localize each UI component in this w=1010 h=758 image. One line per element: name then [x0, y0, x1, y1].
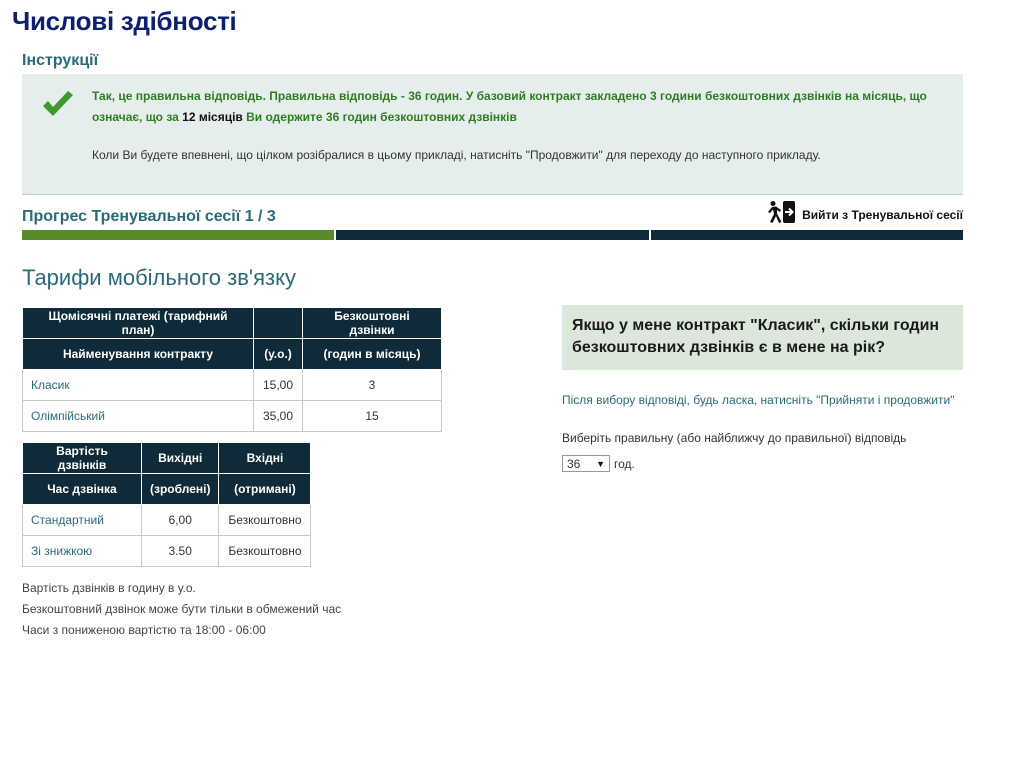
answer-selected-value: 36 [567, 456, 581, 471]
call-time-cell: Зі знижкою [23, 536, 142, 567]
table-cell: Безкоштовно [219, 536, 311, 567]
answer-row [562, 455, 635, 472]
exit-running-icon [766, 200, 796, 229]
feedback-text: Так, це правильна відповідь. Правильна відповідь - 36 годин. У базовий контракт закладено 3 години безкоштовних дзвінків на місяць, що означає, що за 12 місяців Ви одержите 36 годин безкоштовних дзвінків [92, 89, 927, 124]
calls-table [22, 442, 311, 567]
note-line: Часи з пониженою вартістю та 18:00 - 06:00 [22, 623, 266, 637]
table-header-row [23, 308, 442, 339]
table-header-row [23, 474, 311, 505]
table-header-cell: (отримані) [219, 474, 311, 505]
table-row [23, 370, 442, 401]
table-header-cell: Вихідні [142, 443, 219, 474]
progress-bar [22, 230, 963, 240]
table-cell: 15,00 [254, 370, 303, 401]
answer-select[interactable] [562, 455, 610, 472]
table-header-cell: (у.о.) [254, 339, 303, 370]
continue-note: Коли Ви будете впевнені, що цілком розібралися в цьому прикладі, натисніть "Продовжити" для переходу до наступного прикладу. [92, 148, 821, 162]
table-header-cell: Найменування контракту [23, 339, 254, 370]
table-row [23, 401, 442, 432]
months-highlight: 12 місяців [182, 110, 243, 124]
checkmark-icon [40, 90, 76, 125]
table-header-cell: Безкоштовні дзвінки [303, 308, 442, 339]
table-header-cell: Вартість дзвінків [23, 443, 142, 474]
exit-session-label: Вийти з Тренувальної сесії [802, 207, 963, 222]
instructions-heading: Інструкції [22, 52, 963, 75]
select-prompt: Виберіть правильну (або найближчу до правильної) відповідь [562, 431, 907, 445]
exit-session-link[interactable] [766, 200, 963, 229]
table-cell: 35,00 [254, 401, 303, 432]
table-cell: 3.50 [142, 536, 219, 567]
call-time-cell: Стандартний [23, 505, 142, 536]
note-line: Вартість дзвінків в годину в у.о. [22, 581, 196, 595]
table-row [23, 505, 311, 536]
table-row [23, 536, 311, 567]
table-header-cell: Час дзвінка [23, 474, 142, 505]
instruction-box [22, 74, 963, 195]
table-header-cell [254, 308, 303, 339]
table-cell: 6,00 [142, 505, 219, 536]
question-text: Якщо у мене контракт "Класик", скільки годин безкоштовних дзвінків є в мене на рік? [572, 317, 940, 356]
after-choice-instruction: Після вибору відповіді, будь ласка, натисніть "Прийняти і продовжити" [562, 393, 955, 407]
progress-segment [651, 230, 963, 240]
plans-table [22, 307, 442, 432]
table-header-row [23, 339, 442, 370]
answer-unit: год. [614, 456, 635, 471]
page-title: Числові здібності [12, 6, 237, 36]
table-cell: Безкоштовно [219, 505, 311, 536]
table-header-row [23, 443, 311, 474]
topic-title: Тарифи мобільного зв'язку [22, 265, 296, 290]
table-header-cell: (зроблені) [142, 474, 219, 505]
progress-segment [336, 230, 648, 240]
note-line: Безкоштовний дзвінок може бути тільки в обмежений час [22, 602, 342, 616]
chevron-down-icon: ▼ [596, 458, 605, 469]
table-notes [22, 578, 341, 641]
contract-name-cell: Класик [23, 370, 254, 401]
table-cell: 15 [303, 401, 442, 432]
contract-name-cell: Олімпійський [23, 401, 254, 432]
table-header-cell: Щомісячні платежі (тарифний план) [23, 308, 254, 339]
question-box [562, 305, 963, 370]
table-header-cell: (годин в місяць) [303, 339, 442, 370]
progress-label: Прогрес Тренувальної сесії 1 / 3 [22, 208, 276, 225]
table-cell: 3 [303, 370, 442, 401]
table-header-cell: Вхідні [219, 443, 311, 474]
progress-segment [22, 230, 334, 240]
